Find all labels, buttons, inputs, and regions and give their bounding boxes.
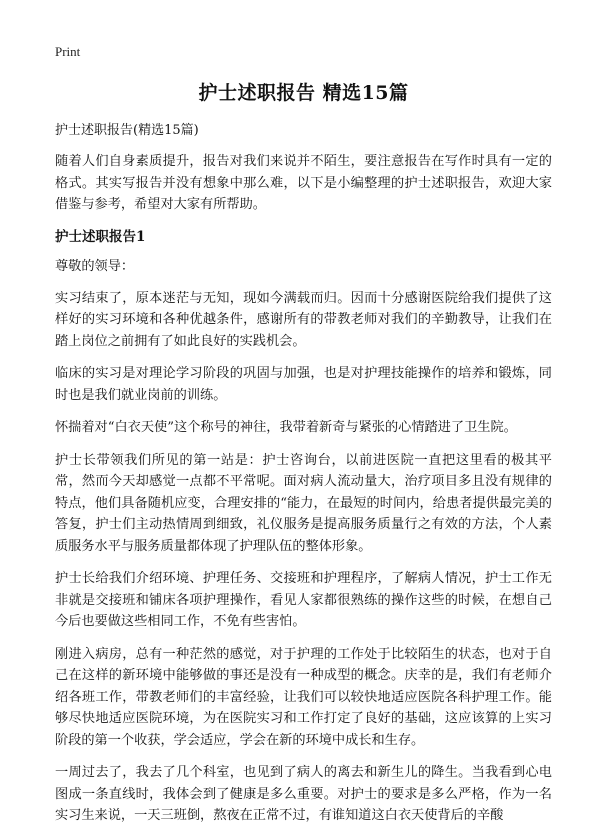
body-paragraph: 实习结束了，原本迷茫与无知，现如今满载而归。因而十分感谢医院给我们提供了这样好的实习环境和各种优越条件，感谢所有的带教老师对我们的辛勤教导，让我们在踏上岗位之前拥有了如此良好的实践机会。: [55, 290, 552, 349]
body-paragraph: 一周过去了，我去了几个科室，也见到了病人的离去和新生儿的降生。当我看到心电图成一条直线时，我体会到了健康是多么重要。对护士的要求是多么严格，作为一名实习生来说，一天三班倒，熬夜在正常不过，有谁知道这白衣天使背后的辛酸: [55, 765, 552, 823]
intro-paragraph: 随着人们自身素质提升，报告对我们来说并不陌生，要注意报告在写作时具有一定的格式。其实写报告并没有想象中那么难，以下是小编整理的护士述职报告，欢迎大家借鉴与参考，希望对大家有所帮助。: [55, 154, 552, 212]
page-title: 护士述职报告 精选15篇: [198, 82, 409, 104]
body-paragraph: 护士长给我们介绍环境、护理任务、交接班和护理程序，了解病人情况，护士工作无非就是交接班和铺床各项护理操作，看见人家都很熟练的操作这些的时候，在想自己今后也要做这些相同工作，不免有些害怕。: [55, 571, 552, 629]
body-paragraph: 刚进入病房，总有一种茫然的感觉，对于护理的工作处于比较陌生的状态，也对于自己在这样的新环境中能够做的事还是没有一种成型的概念。庆幸的是，我们有老师介绍各班工作，带教老师们的丰富经验，让我们可以较快地适应医院各科护理工作。能够尽快地适应医院环境，为在医院实习和工作打定了良好的基础，这应该算的上实习阶段的第一个收获，学会适应，学会在新的环境中成长和生存。: [55, 646, 552, 748]
body-paragraph: 怀揣着对“白衣天使”这个称号的神往，我带着新奇与紧张的心情踏进了卫生院。: [55, 420, 517, 435]
body-paragraph: 临床的实习是对理论学习阶段的巩固与加强，也是对护理技能操作的培养和锻炼，同时也是我们就业岗前的训练。: [55, 366, 552, 403]
document-subtitle: 护士述职报告(精选15篇): [55, 123, 199, 138]
print-link[interactable]: Print: [55, 44, 81, 59]
body-paragraph: 护士长带领我们所见的第一站是：护士咨询台，以前进医院一直把这里看的极其平常，然而今天却感觉一点都不平常呢。面对病人流动量大，治疗项目多且没有规律的特点，他们具备随机应变，合理安排的“能力，在最短的时间内，给患者提供最完美的答复，护士们主动热情周到细致，礼仪服务是提高服务质量行之有效的方法，个人素质服务水平与服务质量都体现了护理队伍的整体形象。: [55, 452, 552, 554]
section-heading: 护士述职报告1: [55, 228, 146, 245]
salutation: 尊敬的领导：: [55, 258, 135, 274]
